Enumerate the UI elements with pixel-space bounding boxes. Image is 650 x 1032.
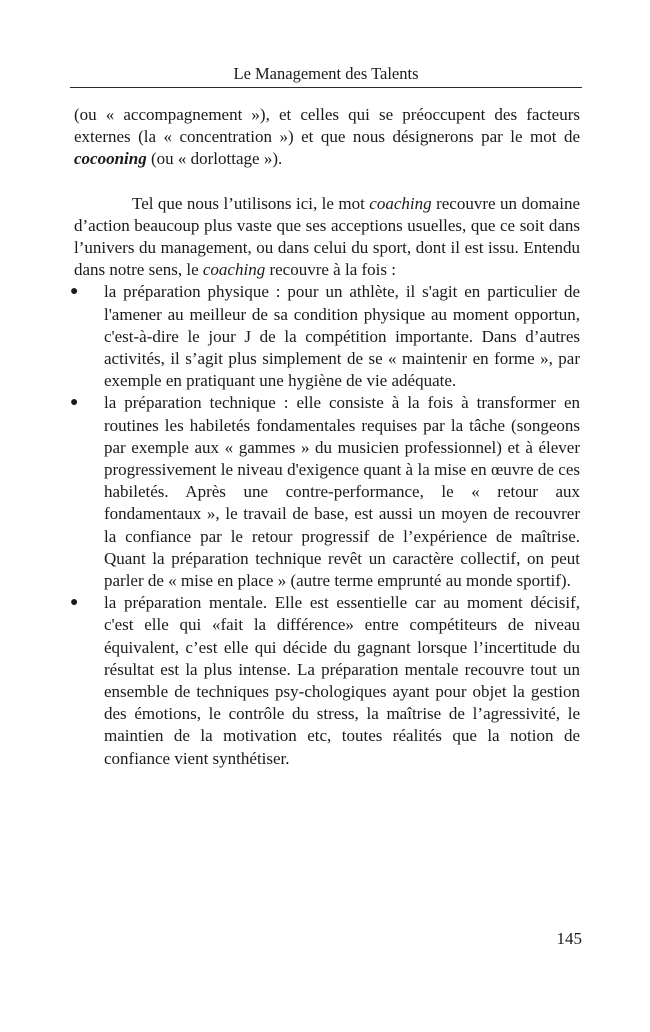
list-item	[74, 392, 580, 592]
list-item	[74, 281, 580, 392]
bullet-icon	[70, 592, 78, 614]
bullet-list	[74, 281, 580, 769]
paragraph-text: recouvre un domaine d’action beaucoup plus vaste que ses acceptions usuelles, que ce soit dans l’univers du management, ou dans celui du sport, dont il est issu. Entendu dans notre sens, le	[74, 193, 580, 280]
paragraph-coaching	[74, 193, 580, 282]
running-head: Le Management des Talents	[233, 64, 419, 83]
paragraph-text: (ou « accompagnement »), et celles qui se préoccupent des facteurs externes (la « concentration ») et que nous désignerons par le mot de	[74, 105, 580, 147]
list-item-text: la préparation technique : elle consiste à la fois à transformer en routines les habiletés fondamentales requises par la tâche (songeons par exemple aux « gammes » du musicien professionnel) et à élever progressivement le niveau d'exigence quant à la mise en œuvre de ces habiletés. Après une contre-performance, le « retour aux fondamentaux », le travail de base, est aussi un moyen de recouvrer la confiance par le retour progressif de l’expérience de maîtrise. Quant la préparation technique revêt un caractère collectif, on peut parler de « mise en place » (autre terme emprunté au monde sportif).	[104, 393, 580, 591]
paragraph-continuation	[74, 104, 580, 171]
paragraph-text: (ou « dorlottage »).	[146, 149, 283, 169]
list-item-text: la préparation mentale. Elle est essentielle car au moment décisif, c'est elle qui «fait la différence» entre compétiteurs de niveau équivalent, c’est elle qui décide du gagnant lorsque l’incertitude du résultat est la plus intense. La préparation mentale recouvre tout un ensemble de techniques psy-chologiques ayant pour objet la gestion des émotions, le contrôle du stress, la maîtrise de l’agressivité, le maintien de la motivation etc, toutes réalités que la notion de confiance vient synthétiser.	[104, 593, 580, 768]
italic-term: coaching	[369, 193, 432, 213]
emphasized-term: cocooning	[74, 149, 147, 169]
list-item-text: la préparation physique : pour un athlète, il s'agit en particulier de l'amener au meilleur de sa condition physique au moment opportun, c'est-à-dire le jour J de la compétition importante. Dans d’autres activités, il s’agit plus simplement de se « maintenir en forme », par exemple en pratiquant une hygiène de vie adéquate.	[104, 282, 580, 391]
bullet-icon	[70, 392, 78, 414]
paragraph-text: Tel que nous l’utilisons ici, le mot	[132, 193, 370, 213]
page-number: 145	[556, 929, 582, 948]
italic-term: coaching	[202, 260, 266, 280]
paragraph-text: recouvre à la fois :	[265, 260, 396, 280]
body-text	[74, 104, 580, 770]
list-item	[74, 592, 580, 770]
bullet-icon	[70, 281, 78, 303]
header-rule	[70, 87, 582, 88]
